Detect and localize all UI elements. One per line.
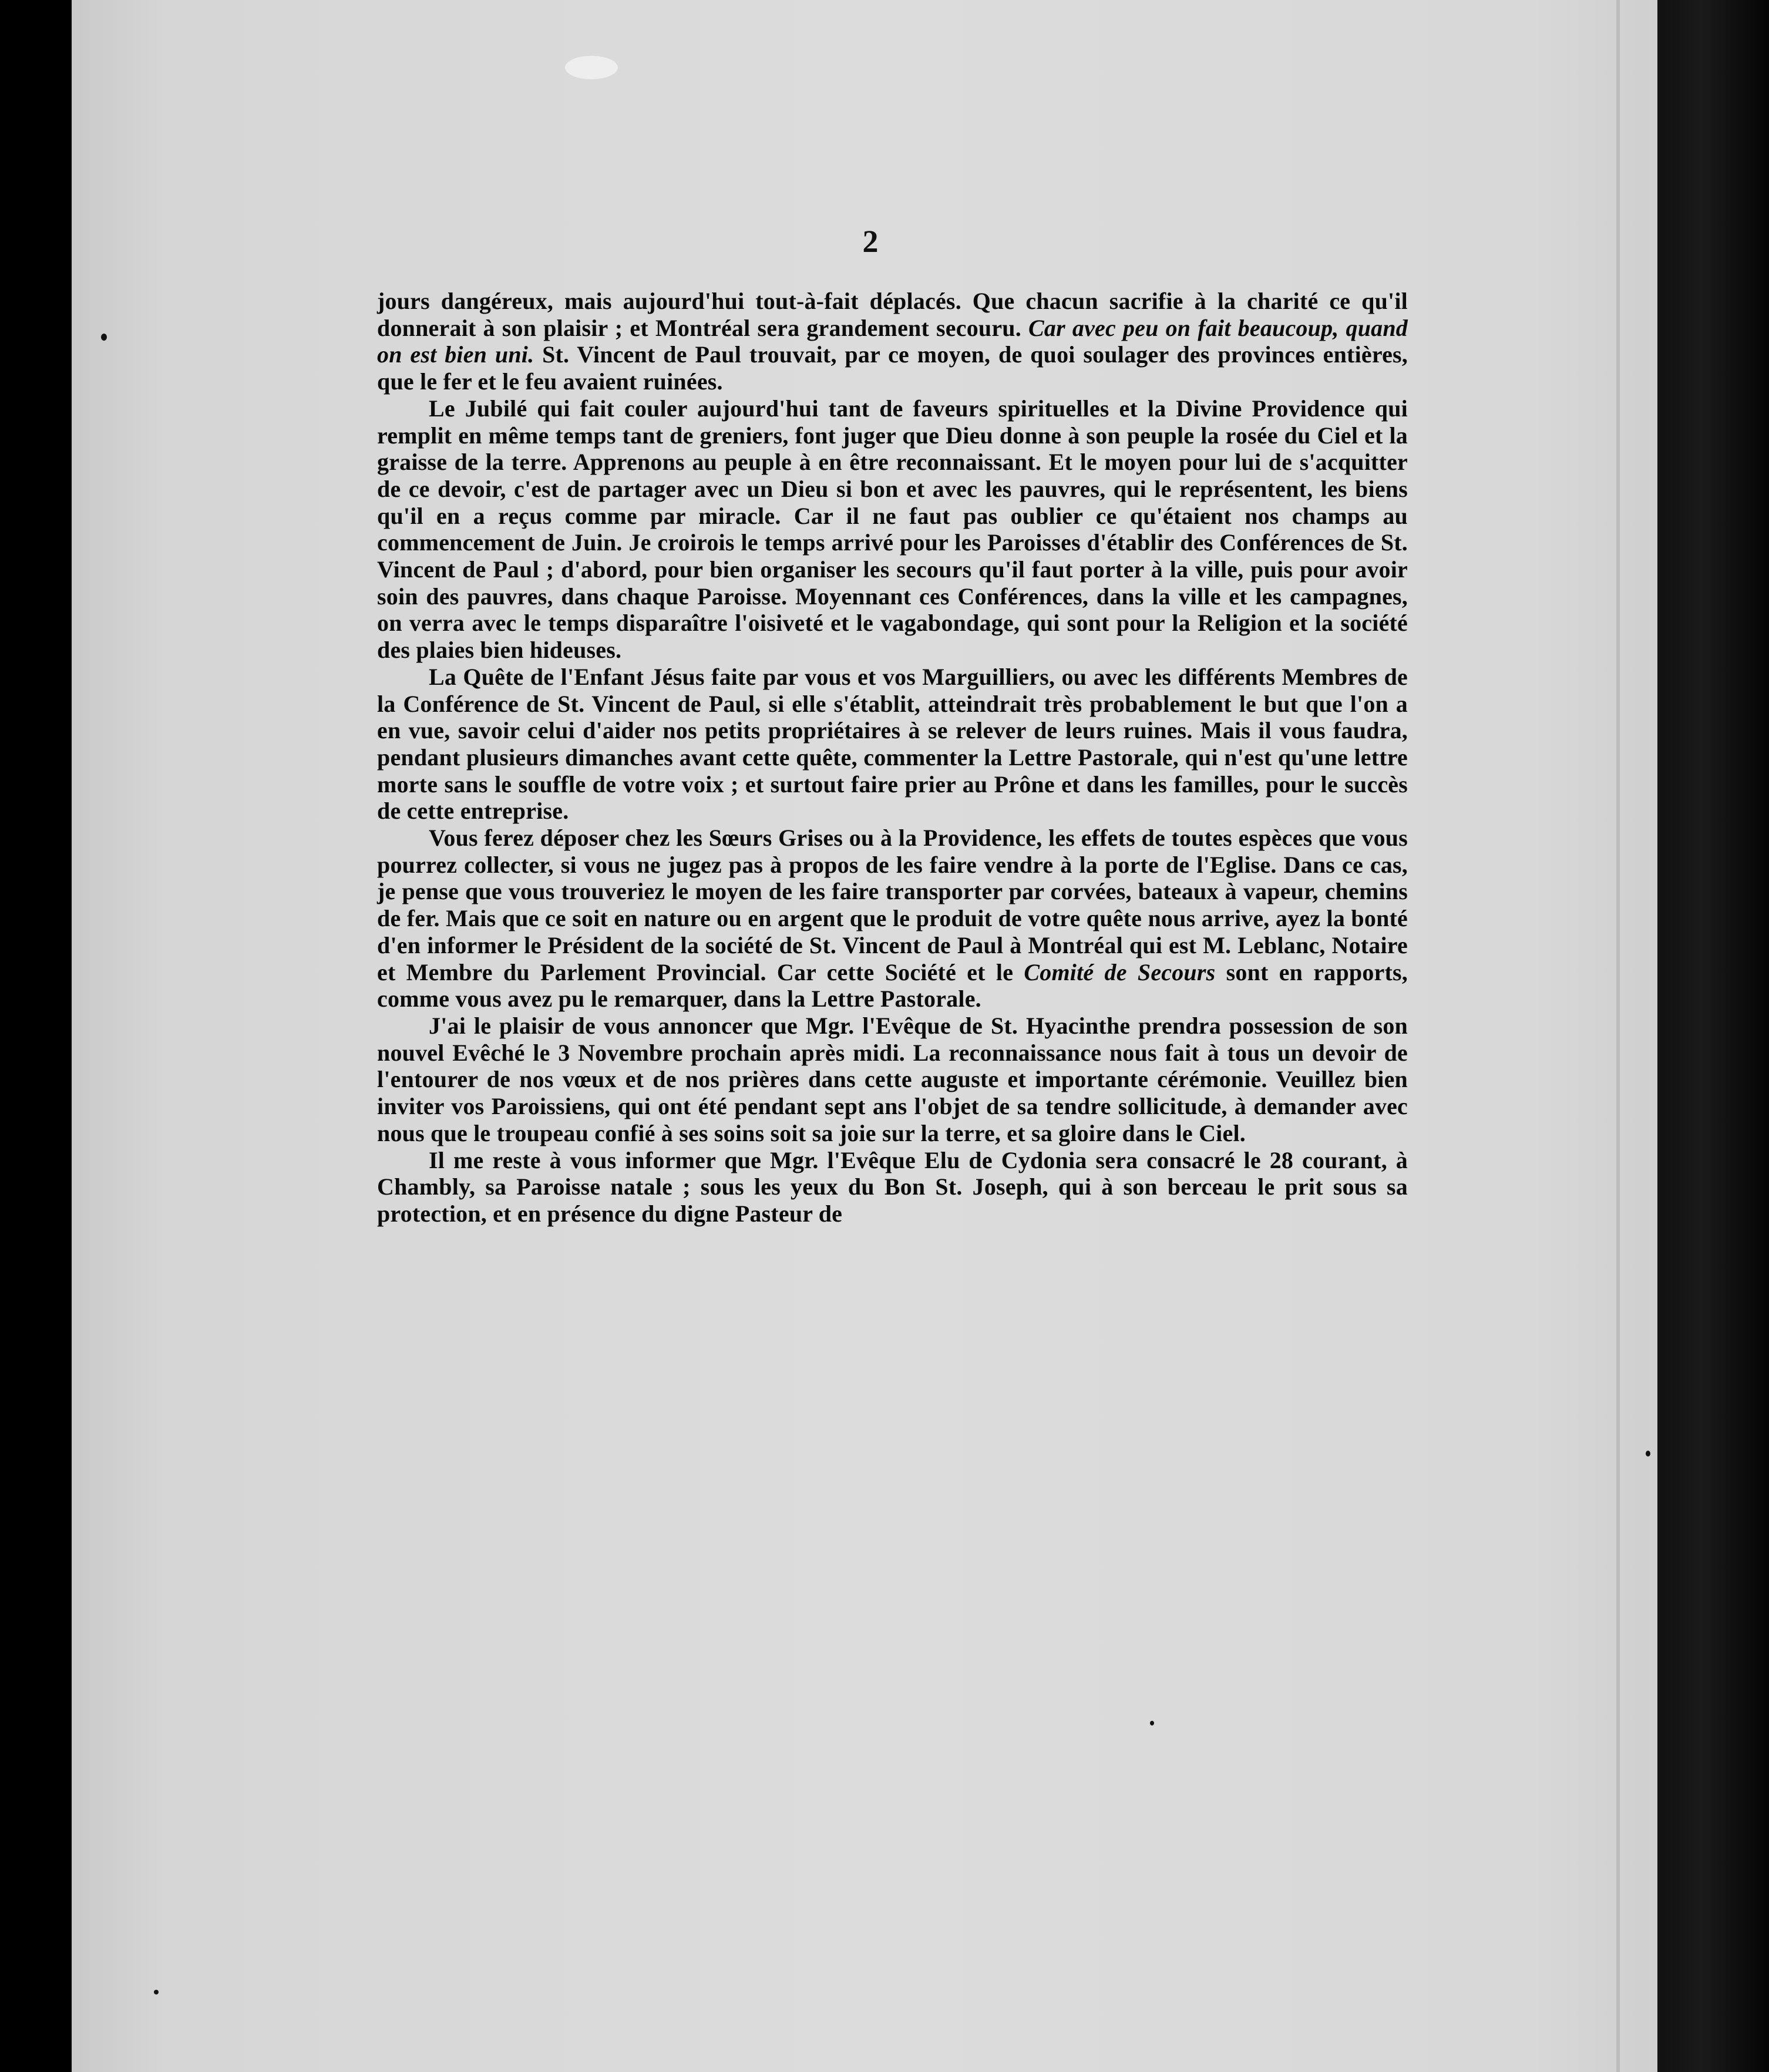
ink-speck (1150, 1721, 1154, 1725)
scan-edge (1657, 0, 1769, 2072)
italic-phrase: Car avec peu on fait beaucoup, quand on est bien uni. (377, 314, 1408, 368)
ink-speck (154, 1990, 159, 1994)
paragraph: Il me reste à vous informer que Mgr. l'Evêque Elu de Cydonia sera consacré le 28 courant, à Chambly, sa Paroisse natale ; sous les yeux du Bon St. Joseph, qui à son berceau le prit sous sa protection, et en présence du digne Pasteur de (377, 1146, 1408, 1227)
paragraph: J'ai le plaisir de vous annoncer que Mgr. l'Evêque de St. Hyacinthe prendra possession de son nouvel Evêché le 3 Novembre prochain après midi. La reconnaissance nous fait à tous un devoir de l'entourer de nos vœux et de nos prières dans cette auguste et importante cérémonie. Veuillez bien inviter vos Paroissiens, qui ont été pendant sept ans l'objet de sa tendre sollicitude, à demander avec nous que le troupeau confié à ses soins soit sa joie sur la terre, et sa gloire dans le Ciel. (377, 1012, 1408, 1146)
paragraph-text: Vous ferez déposer chez les Sœurs Grises ou à la Providence, les effets de toutes espèces que vous pourrez collecter, si vous ne jugez pas à propos de les faire vendre à la porte de l'Eglise. Dans ce cas, je pense que vous trouveriez le moyen de les faire transporter par corvées, bateaux à vapeur, chemins de fer. Mais que ce soit en nature ou en argent que le produit de votre quête nous arrive, ayez la bonté d'en informer le Président de la société de St. Vincent de Paul à Montréal qui est M. Leblanc, Notaire et Membre du Parlement Provincial. Car cette Société et le (377, 825, 1408, 985)
paper-smudge (565, 56, 618, 79)
scanned-page (72, 0, 1657, 2072)
paragraph (377, 288, 1408, 395)
paragraph: Le Jubilé qui fait couler aujourd'hui tant de faveurs spirituelles et la Divine Providence qui remplit en même temps tant de greniers, font juger que Dieu donne à son peuple la rosée du Ciel et la graisse de la terre. Apprenons au peuple à en être reconnaissant. Et le moyen pour lui de s'acquitter de ce devoir, c'est de partager avec un Dieu si bon et avec les pauvres, qui le représentent, les biens qu'il en a reçus comme par miracle. Car il ne faut pas oublier ce qu'étaient nos champs au commencement de Juin. Je croirois le temps arrivé pour les Paroisses d'établir des Conférences de St. Vincent de Paul ; d'abord, pour bien organiser les secours qu'il faut porter à la ville, puis pour avoir soin des pauvres, dans chaque Paroisse. Moyennant ces Conférences, dans la ville et les campagnes, on verra avec le temps disparaître l'oisiveté et le vagabondage, qui sont pour la Religion et la société des plaies bien hideuses. (377, 395, 1408, 664)
ink-speck (1646, 1451, 1650, 1457)
paragraph-text: jours dangéreux, mais aujourd'hui tout-à-fait déplacés. Que chacun sacrifie à la charité ce qu'il donnerait à son plaisir ; et Montréal sera grandement secouru. (377, 288, 1408, 341)
paragraph-text: St. Vincent de Paul trouvait, par ce moyen, de quoi soulager des provinces entières, que le fer et le feu avaient ruinées. (377, 341, 1408, 395)
paragraph: La Quête de l'Enfant Jésus faite par vous et vos Marguilliers, ou avec les différents Membres de la Conférence de St. Vincent de Paul, si elle s'établit, atteindrait très probablement le but que l'on a en vue, savoir celui d'aider nos petits propriétaires à se relever de leurs ruines. Mais il vous faudra, pendant plusieurs dimanches avant cette quête, commenter la Lettre Pastorale, qui n'est qu'une lettre morte sans le souffle de votre voix ; et surtout faire prier au Prône et dans les familles, pour le succès de cette entreprise. (377, 663, 1408, 825)
paragraph-text: sont en rapports, comme vous avez pu le remarquer, dans la Lettre Pastorale. (377, 958, 1408, 1013)
paragraph (377, 825, 1408, 1013)
page-crease (1616, 0, 1620, 2072)
body-text (377, 288, 1408, 1227)
italic-phrase: Comité de Secours (1024, 958, 1216, 985)
ink-speck (101, 334, 107, 341)
page-number: 2 (862, 224, 879, 259)
